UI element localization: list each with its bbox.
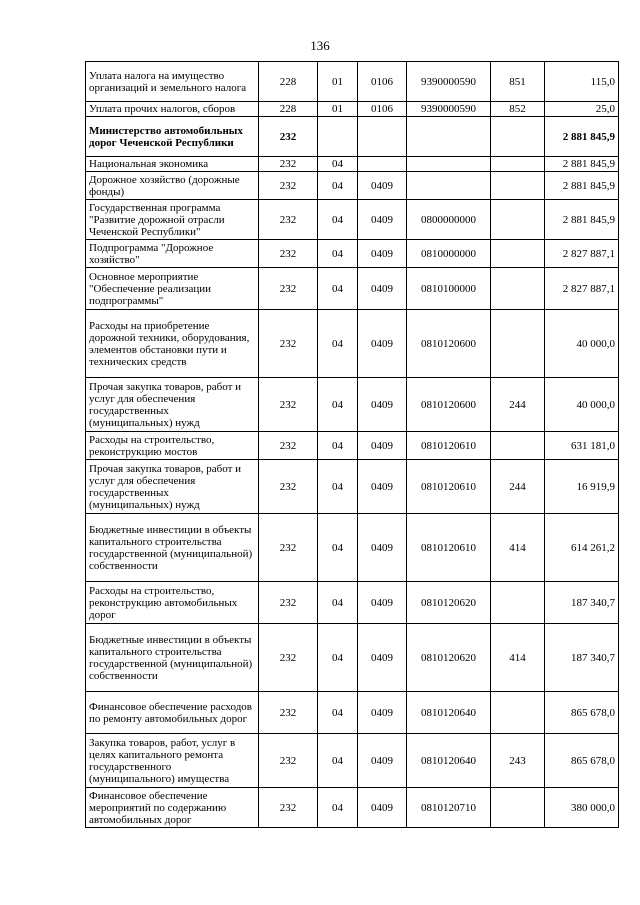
department-code-cell: 228	[259, 102, 318, 117]
budget-table	[85, 61, 619, 828]
section-code-cell: 04	[318, 432, 358, 460]
amount-cell: 25,0	[545, 102, 619, 117]
subsection-code-cell: 0409	[358, 514, 407, 582]
expense-name-cell: Министерство автомобильных дорог Чеченской Республики	[86, 117, 259, 157]
amount-cell: 865 678,0	[545, 734, 619, 788]
expense-type-cell	[491, 117, 545, 157]
expense-type-cell	[491, 692, 545, 734]
subsection-code-cell: 0409	[358, 692, 407, 734]
expense-type-cell	[491, 268, 545, 310]
expense-name-cell: Национальная экономика	[86, 157, 259, 172]
target-article-cell: 0810120610	[407, 432, 491, 460]
expense-type-cell	[491, 582, 545, 624]
expense-type-cell: 243	[491, 734, 545, 788]
amount-cell: 187 340,7	[545, 624, 619, 692]
section-code-cell: 04	[318, 200, 358, 240]
expense-name-cell: Закупка товаров, работ, услуг в целях капитального ремонта государственного (муниципального) имущества	[86, 734, 259, 788]
target-article-cell: 0810120620	[407, 582, 491, 624]
department-code-cell: 232	[259, 200, 318, 240]
table-row	[86, 582, 619, 624]
table-row	[86, 240, 619, 268]
target-article-cell: 0810120610	[407, 514, 491, 582]
table-row	[86, 172, 619, 200]
target-article-cell: 0810120640	[407, 734, 491, 788]
expense-type-cell	[491, 200, 545, 240]
section-code-cell	[318, 117, 358, 157]
department-code-cell: 232	[259, 432, 318, 460]
department-code-cell: 232	[259, 117, 318, 157]
subsection-code-cell: 0409	[358, 624, 407, 692]
expense-type-cell: 852	[491, 102, 545, 117]
section-code-cell: 04	[318, 172, 358, 200]
amount-cell: 2 827 887,1	[545, 268, 619, 310]
table-row	[86, 378, 619, 432]
expense-name-cell: Расходы на строительство, реконструкцию мостов	[86, 432, 259, 460]
expense-name-cell: Дорожное хозяйство (дорожные фонды)	[86, 172, 259, 200]
subsection-code-cell: 0409	[358, 200, 407, 240]
section-code-cell: 01	[318, 62, 358, 102]
section-code-cell: 04	[318, 240, 358, 268]
table-row	[86, 62, 619, 102]
expense-name-cell: Подпрограмма "Дорожное хозяйство"	[86, 240, 259, 268]
table-row	[86, 624, 619, 692]
department-code-cell: 232	[259, 310, 318, 378]
subsection-code-cell: 0409	[358, 432, 407, 460]
section-code-cell: 04	[318, 157, 358, 172]
amount-cell: 2 881 845,9	[545, 117, 619, 157]
table-row	[86, 102, 619, 117]
expense-type-cell	[491, 240, 545, 268]
subsection-code-cell: 0409	[358, 734, 407, 788]
expense-type-cell: 244	[491, 378, 545, 432]
table-row	[86, 692, 619, 734]
expense-type-cell: 414	[491, 514, 545, 582]
amount-cell: 631 181,0	[545, 432, 619, 460]
amount-cell: 380 000,0	[545, 788, 619, 828]
section-code-cell: 04	[318, 268, 358, 310]
section-code-cell: 04	[318, 734, 358, 788]
department-code-cell: 232	[259, 172, 318, 200]
subsection-code-cell: 0409	[358, 460, 407, 514]
target-article-cell: 9390000590	[407, 102, 491, 117]
table-row	[86, 514, 619, 582]
amount-cell: 2 881 845,9	[545, 172, 619, 200]
table-row	[86, 268, 619, 310]
subsection-code-cell: 0409	[358, 582, 407, 624]
target-article-cell: 0810100000	[407, 268, 491, 310]
target-article-cell: 0810120600	[407, 310, 491, 378]
target-article-cell: 0800000000	[407, 200, 491, 240]
target-article-cell: 0810120710	[407, 788, 491, 828]
expense-type-cell	[491, 432, 545, 460]
section-code-cell: 04	[318, 788, 358, 828]
expense-name-cell: Уплата прочих налогов, сборов	[86, 102, 259, 117]
table-row	[86, 788, 619, 828]
subsection-code-cell	[358, 157, 407, 172]
target-article-cell: 0810120600	[407, 378, 491, 432]
table-row	[86, 460, 619, 514]
amount-cell: 187 340,7	[545, 582, 619, 624]
subsection-code-cell: 0106	[358, 62, 407, 102]
expense-type-cell	[491, 310, 545, 378]
amount-cell: 16 919,9	[545, 460, 619, 514]
amount-cell: 115,0	[545, 62, 619, 102]
department-code-cell: 228	[259, 62, 318, 102]
amount-cell: 40 000,0	[545, 310, 619, 378]
department-code-cell: 232	[259, 240, 318, 268]
table-row	[86, 200, 619, 240]
subsection-code-cell: 0409	[358, 172, 407, 200]
department-code-cell: 232	[259, 734, 318, 788]
table-row	[86, 117, 619, 157]
department-code-cell: 232	[259, 582, 318, 624]
section-code-cell: 04	[318, 378, 358, 432]
subsection-code-cell: 0409	[358, 240, 407, 268]
target-article-cell: 0810000000	[407, 240, 491, 268]
department-code-cell: 232	[259, 268, 318, 310]
department-code-cell: 232	[259, 157, 318, 172]
amount-cell: 865 678,0	[545, 692, 619, 734]
expense-name-cell: Расходы на приобретение дорожной техники, оборудования, элементов обстановки пути и технических средств	[86, 310, 259, 378]
target-article-cell: 0810120620	[407, 624, 491, 692]
amount-cell: 2 881 845,9	[545, 157, 619, 172]
department-code-cell: 232	[259, 692, 318, 734]
amount-cell: 2 827 887,1	[545, 240, 619, 268]
target-article-cell: 9390000590	[407, 62, 491, 102]
section-code-cell: 04	[318, 624, 358, 692]
section-code-cell: 04	[318, 460, 358, 514]
department-code-cell: 232	[259, 460, 318, 514]
section-code-cell: 01	[318, 102, 358, 117]
expense-type-cell	[491, 788, 545, 828]
department-code-cell: 232	[259, 514, 318, 582]
amount-cell: 40 000,0	[545, 378, 619, 432]
expense-type-cell: 244	[491, 460, 545, 514]
target-article-cell	[407, 117, 491, 157]
expense-name-cell: Расходы на строительство, реконструкцию автомобильных дорог	[86, 582, 259, 624]
expense-name-cell: Финансовое обеспечение мероприятий по содержанию автомобильных дорог	[86, 788, 259, 828]
amount-cell: 614 261,2	[545, 514, 619, 582]
target-article-cell	[407, 172, 491, 200]
table-row	[86, 310, 619, 378]
expense-type-cell: 414	[491, 624, 545, 692]
expense-name-cell: Финансовое обеспечение расходов по ремонту автомобильных дорог	[86, 692, 259, 734]
expense-name-cell: Бюджетные инвестиции в объекты капитального строительства государственной (муниципальной) собственности	[86, 514, 259, 582]
target-article-cell: 0810120610	[407, 460, 491, 514]
expense-name-cell: Прочая закупка товаров, работ и услуг для обеспечения государственных (муниципальных) нужд	[86, 460, 259, 514]
expense-name-cell: Государственная программа "Развитие дорожной отрасли Чеченской Республики"	[86, 200, 259, 240]
subsection-code-cell: 0106	[358, 102, 407, 117]
page-number: 136	[310, 38, 330, 53]
expense-name-cell: Бюджетные инвестиции в объекты капитального строительства государственной (муниципальной) собственности	[86, 624, 259, 692]
subsection-code-cell: 0409	[358, 378, 407, 432]
department-code-cell: 232	[259, 788, 318, 828]
section-code-cell: 04	[318, 582, 358, 624]
expense-type-cell	[491, 157, 545, 172]
department-code-cell: 232	[259, 378, 318, 432]
expense-name-cell: Прочая закупка товаров, работ и услуг для обеспечения государственных (муниципальных) нужд	[86, 378, 259, 432]
target-article-cell	[407, 157, 491, 172]
subsection-code-cell: 0409	[358, 310, 407, 378]
table-row	[86, 157, 619, 172]
target-article-cell: 0810120640	[407, 692, 491, 734]
section-code-cell: 04	[318, 310, 358, 378]
section-code-cell: 04	[318, 514, 358, 582]
subsection-code-cell: 0409	[358, 268, 407, 310]
amount-cell: 2 881 845,9	[545, 200, 619, 240]
section-code-cell: 04	[318, 692, 358, 734]
table-row	[86, 432, 619, 460]
department-code-cell: 232	[259, 624, 318, 692]
table-row	[86, 734, 619, 788]
subsection-code-cell	[358, 117, 407, 157]
table-body	[86, 62, 619, 828]
expense-name-cell: Основное мероприятие "Обеспечение реализации подпрограммы"	[86, 268, 259, 310]
subsection-code-cell: 0409	[358, 788, 407, 828]
expense-name-cell: Уплата налога на имущество организаций и земельного налога	[86, 62, 259, 102]
expense-type-cell	[491, 172, 545, 200]
expense-type-cell: 851	[491, 62, 545, 102]
